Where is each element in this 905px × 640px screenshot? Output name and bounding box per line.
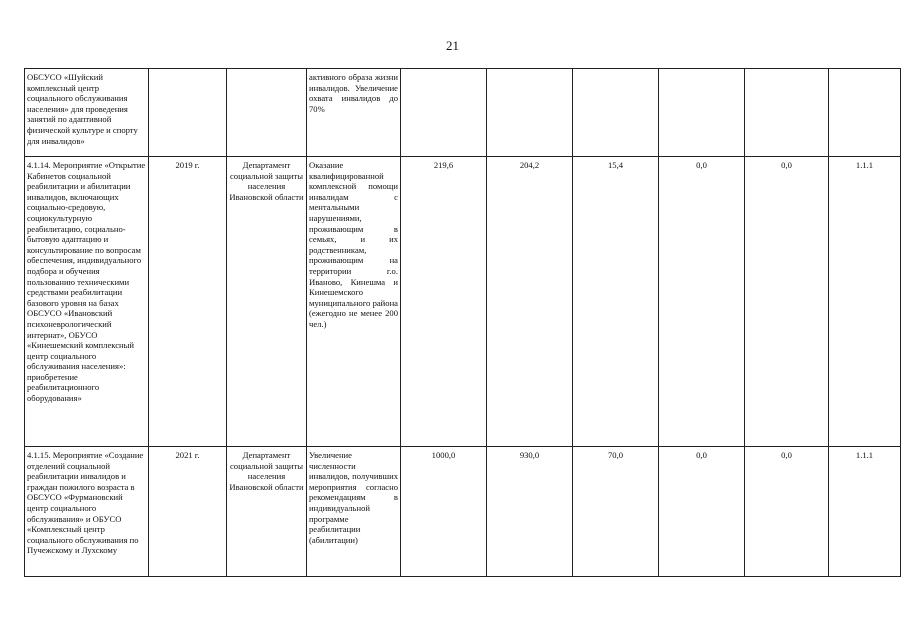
amount-cell: 930,0 [487,447,573,577]
executor-cell: Департамент социальной защиты населения Ивановской области [227,157,307,447]
amount-cell: 204,2 [487,157,573,447]
measure-name-cell: ОБСУСО «Шуйский комплексный центр социального обслуживания населения» для проведения занятий по адаптивной физической культуре и спорту для инвалидов» [25,69,149,157]
indicator-code-cell: 1.1.1 [829,157,901,447]
table-row [25,157,901,447]
year-cell: 2021 г. [149,447,227,577]
program-measures-table [24,68,901,577]
year-cell [149,69,227,157]
measure-name-cell: 4.1.14. Мероприятие «Открытие Кабинетов социальной реабилитации и абилитации инвалидов, включающих социально-средовую, социокультурную реабилитацию, социально-бытовую адаптацию и консультирование по вопросам обеспечения, индивидуального подбора и обучения пользованию техническими средствами реабилитации базового уровня на базах ОБСУСО «Ивановский психоневрологический интернат», ОБУСО «Кинешемский комплексный центр социального обслуживания населения»: приобретение реабилитационного оборудования» [25,157,149,447]
total-amount-cell [401,69,487,157]
amount-cell: 15,4 [573,157,659,447]
executor-cell [227,69,307,157]
amount-cell: 0,0 [659,157,745,447]
page-number: 21 [446,38,459,53]
table-row [25,69,901,157]
amount-cell: 0,0 [745,447,829,577]
year-cell: 2019 г. [149,157,227,447]
indicator-code-cell [829,69,901,157]
expected-result-cell: Оказание квалифицированной комплексной помощи инвалидам с ментальными нарушениями, проживающим в семьях, и их родственникам, проживающим на территории г.о. Иваново, Кинешма и Кинешемского муниципального района (ежегодно не менее 200 чел.) [307,157,401,447]
amount-cell [573,69,659,157]
expected-result-cell: активного образа жизни инвалидов. Увеличение охвата инвалидов до 70% [307,69,401,157]
amount-cell: 0,0 [659,447,745,577]
executor-cell: Департамент социальной защиты населения Ивановской области [227,447,307,577]
expected-result-cell: Увеличение численности инвалидов, получивших мероприятия согласно рекомендациям в индивидуальной программе реабилитации (абилитации) [307,447,401,577]
indicator-code-cell: 1.1.1 [829,447,901,577]
amount-cell: 70,0 [573,447,659,577]
amount-cell [487,69,573,157]
amount-cell [745,69,829,157]
table-row [25,447,901,577]
total-amount-cell: 219,6 [401,157,487,447]
amount-cell [659,69,745,157]
total-amount-cell: 1000,0 [401,447,487,577]
amount-cell: 0,0 [745,157,829,447]
measure-name-cell: 4.1.15. Мероприятие «Создание отделений социальной реабилитации инвалидов и граждан пожилого возраста в ОБСУСО «Фурмановский центр социального обслуживания» и ОБУСО «Комплексный центр социального обслуживания по Пучежскому и Лухскому [25,447,149,577]
